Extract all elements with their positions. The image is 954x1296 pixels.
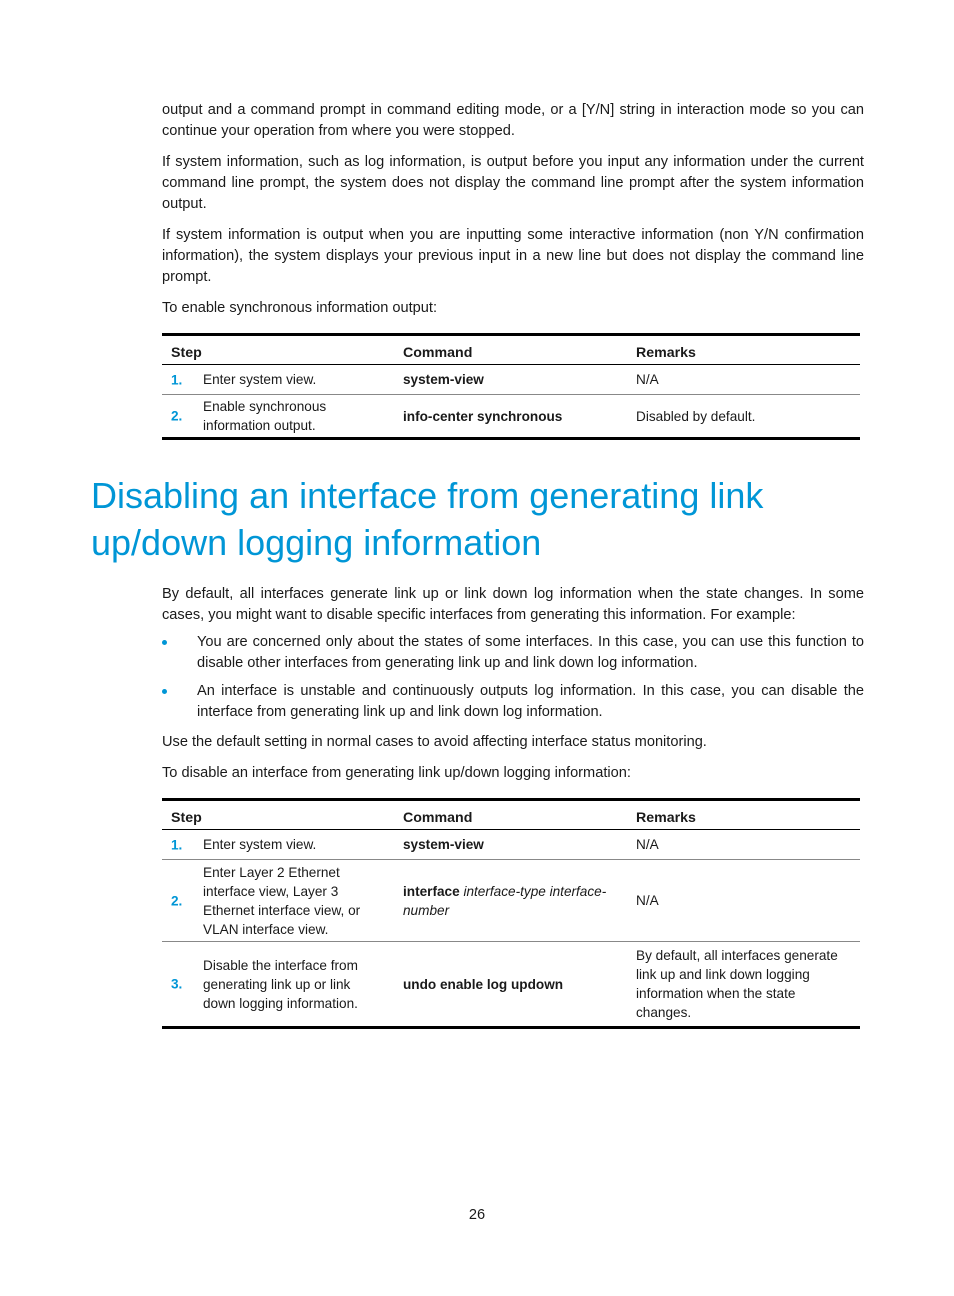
- remarks-cell: By default, all interfaces generate link up and link down logging information when the state changes.: [627, 942, 860, 1028]
- remarks-cell: N/A: [627, 860, 860, 942]
- command-text: system-view: [403, 372, 484, 387]
- sync-output-table: [162, 333, 860, 440]
- step-text: Enter system view.: [203, 372, 317, 387]
- step-number: 3.: [171, 976, 183, 992]
- section-heading: Disabling an interface from generating link up/down logging information: [91, 475, 764, 563]
- link-updown-table: [162, 798, 860, 1029]
- header-step: Step: [162, 800, 394, 830]
- header-remarks: Remarks: [627, 335, 860, 365]
- step-cell: [162, 860, 394, 942]
- command-text: interface: [403, 883, 460, 899]
- command-cell: [394, 860, 627, 942]
- table-header-row: [162, 800, 860, 830]
- table-row: [162, 860, 860, 942]
- header-command: Command: [394, 800, 627, 830]
- command-text: system-view: [403, 837, 484, 852]
- command-text: undo enable log updown: [403, 976, 564, 992]
- command-cell: [394, 830, 627, 860]
- after-paragraph-2: To disable an interface from generating link up/down logging information:: [162, 765, 631, 781]
- remarks-cell: Disabled by default.: [627, 395, 860, 439]
- header-remarks: Remarks: [627, 800, 860, 830]
- bullet-text: You are concerned only about the states of some interfaces. In this case, you can use this function to disable other interfaces from generating link up and link down log information.: [197, 634, 864, 671]
- step-cell: [162, 395, 394, 439]
- step-cell: [162, 830, 394, 860]
- step-cell: [162, 942, 394, 1028]
- table-row: [162, 942, 860, 1028]
- command-text: info-center synchronous: [403, 408, 563, 424]
- table-row: [162, 830, 860, 860]
- remarks-cell: N/A: [627, 830, 860, 860]
- step-number: 2.: [171, 893, 183, 908]
- step-number: 1.: [171, 837, 183, 852]
- intro-paragraph-2: If system information, such as log information, is output before you input any information under the current command line prompt, the system does not display the command line prompt after the system information output.: [162, 154, 864, 212]
- table-row: [162, 395, 860, 439]
- step-text: Enter system view.: [203, 837, 317, 852]
- remarks-cell: N/A: [627, 365, 860, 395]
- header-step: Step: [162, 335, 394, 365]
- bullet-text: An interface is unstable and continuously outputs log information. In this case, you can disable the interface from generating link up and link down log information.: [197, 683, 864, 720]
- bullet-icon: [162, 640, 167, 645]
- step-number: 2.: [171, 408, 183, 424]
- header-command: Command: [394, 335, 627, 365]
- after-paragraph-1: Use the default setting in normal cases to avoid affecting interface status monitoring.: [162, 734, 707, 750]
- command-cell: [394, 942, 627, 1028]
- bullet-icon: [162, 689, 167, 694]
- table-row: [162, 365, 860, 395]
- step-cell: [162, 365, 394, 395]
- page-number: 26: [468, 1207, 486, 1223]
- command-cell: [394, 395, 627, 439]
- step-number: 1.: [171, 372, 183, 387]
- step-text: Disable the interface from generating link up or link down logging information.: [203, 957, 358, 1011]
- command-argument: interface-type interface-number: [403, 883, 607, 918]
- step-text: Enter Layer 2 Ethernet interface view, Layer 3 Ethernet interface view, or VLAN interface view.: [203, 864, 361, 937]
- intro-paragraph-4: To enable synchronous information output:: [162, 300, 438, 316]
- table-header-row: [162, 335, 860, 365]
- intro-paragraph-3: If system information is output when you are inputting some interactive information (non Y/N confirmation information), the system displays your previous input in a new line but does not display the command line prompt.: [162, 227, 864, 285]
- section-paragraph: By default, all interfaces generate link up or link down log information when the state changes. In some cases, you might want to disable specific interfaces from generating this information. For example:: [162, 586, 864, 623]
- command-cell: [394, 365, 627, 395]
- step-text: Enable synchronous information output.: [203, 399, 327, 433]
- intro-paragraph-1: output and a command prompt in command editing mode, or a [Y/N] string in interaction mode so you can continue your operation from where you were stopped.: [162, 102, 864, 139]
